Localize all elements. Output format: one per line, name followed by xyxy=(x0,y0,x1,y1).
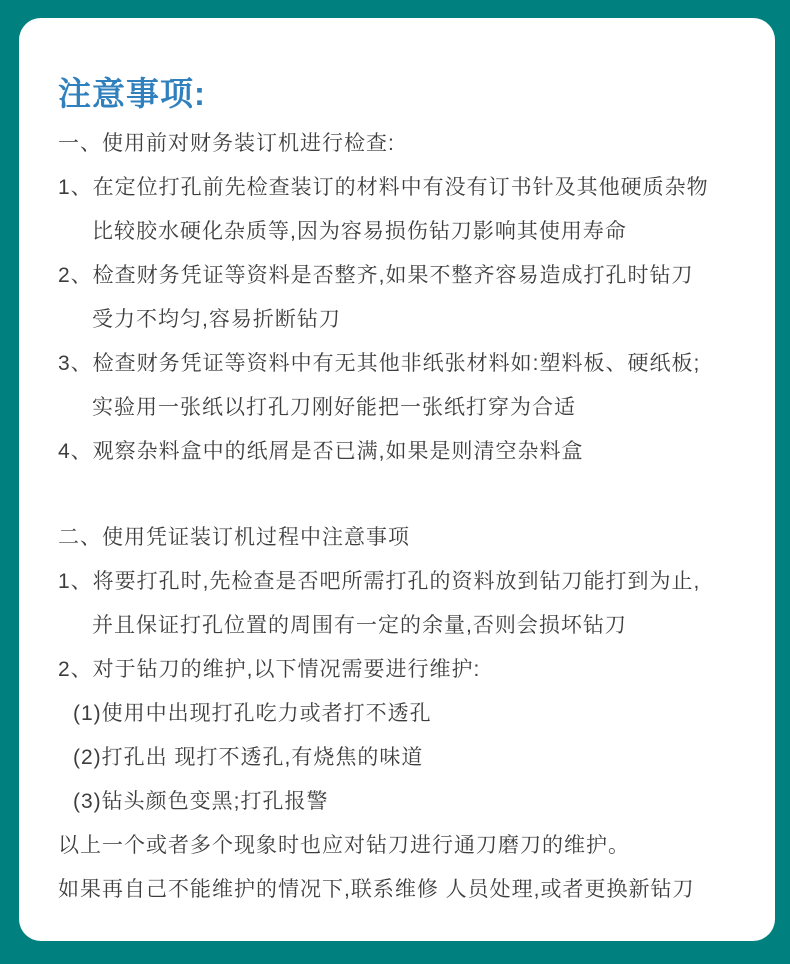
section-2-item-2-sub-2: (2)打孔出 现打不透孔,有烧焦的味道 xyxy=(73,746,424,769)
section-2-item-1-line-2: 并且保证打孔位置的周围有一定的余量,否则会损坏钻刀 xyxy=(92,614,627,637)
section-1-item-1-line-2: 比较胶水硬化杂质等,因为容易损伤钻刀影响其使用寿命 xyxy=(92,220,627,243)
section-1-item-1-line-1: 1、在定位打孔前先检查装订的材料中有没有订书针及其他硬质杂物 xyxy=(58,176,709,199)
section-1-item-3-line-2: 实验用一张纸以打孔刀刚好能把一张纸打穿为合适 xyxy=(92,396,576,419)
section-2-note-line-1: 以上一个或者多个现象时也应对钻刀进行通刀磨刀的维护。 xyxy=(58,834,630,857)
section-1-item-2-line-2: 受力不均匀,容易折断钻刀 xyxy=(92,308,341,331)
section-2-note-line-2: 如果再自己不能维护的情况下,联系维修 人员处理,或者更换新钻刀 xyxy=(58,878,695,901)
section-1-item-3-line-1: 3、检查财务凭证等资料中有无其他非纸张材料如:塑料板、硬纸板; xyxy=(58,352,701,375)
section-1-item-4-line-1: 4、观察杂料盒中的纸屑是否已满,如果是则清空杂料盒 xyxy=(58,440,584,463)
section-2-item-1-line-1: 1、将要打孔时,先检查是否吧所需打孔的资料放到钻刀能打到为止, xyxy=(58,570,701,593)
section-2-heading: 二、使用凭证装订机过程中注意事项 xyxy=(58,526,410,549)
section-2-item-2-line-1: 2、对于钻刀的维护,以下情况需要进行维护: xyxy=(58,658,481,681)
notice-card xyxy=(19,18,775,941)
section-1-heading: 一、使用前对财务装订机进行检查: xyxy=(58,132,395,155)
section-1-item-2-line-1: 2、检查财务凭证等资料是否整齐,如果不整齐容易造成打孔时钻刀 xyxy=(58,264,694,287)
section-2-item-2-sub-1: (1)使用中出现打孔吃力或者打不透孔 xyxy=(73,702,432,725)
section-2-item-2-sub-3: (3)钻头颜色变黑;打孔报警 xyxy=(73,790,329,813)
page-title: 注意事项: xyxy=(58,75,206,112)
